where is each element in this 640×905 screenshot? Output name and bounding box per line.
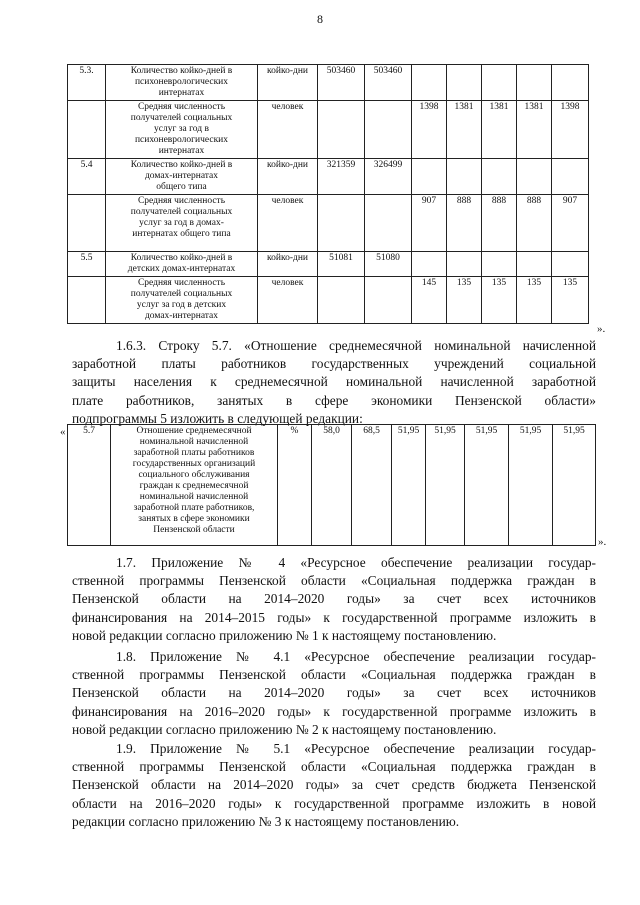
paragraph-1-9 — [72, 740, 596, 831]
indicator-name-line: интернатах — [158, 146, 205, 156]
unit: человек — [258, 195, 318, 252]
paragraph-line: заработной платы работников государственных учреждений социальной — [72, 356, 596, 372]
indicator-name-line: государственных организаций — [132, 459, 256, 469]
indicator-name-line: Отношение среднемесячной — [136, 426, 252, 436]
indicator-name-line: социального обслуживания — [138, 470, 250, 480]
value-cell: 58,0 — [312, 425, 352, 546]
indicator-name — [106, 65, 258, 101]
indicator-name-line: занятых в сфере экономики — [138, 514, 250, 524]
indicator-name-line: получателей социальных — [130, 289, 233, 299]
value-cell — [517, 159, 552, 195]
paragraph-1-8 — [72, 648, 596, 739]
value-cell: 1398 — [412, 101, 447, 159]
paragraph-line: ственной программы Пензенской области «Социальная поддержка граждан в — [72, 667, 596, 683]
value-cell: 51080 — [365, 252, 412, 277]
paragraph-line: финансирования на 2016–2020 годы» к государственной программе изложить в — [72, 703, 596, 719]
indicator-name-line: услуг за год в — [154, 124, 209, 134]
paragraph-line: области на 2016–2020 годы» к государственной программе изложить в новой — [72, 795, 596, 811]
value-cell: 51,95 — [426, 425, 465, 546]
value-cell — [552, 159, 589, 195]
table-row — [68, 65, 589, 101]
value-cell: 1381 — [517, 101, 552, 159]
value-cell — [412, 252, 447, 277]
value-cell — [482, 252, 517, 277]
row-number — [68, 277, 106, 324]
indicator-name-line: Количество койко-дней в — [130, 160, 233, 170]
paragraph-line: плате работников, занятых в сфере экономики Пензенской области» — [72, 392, 596, 408]
paragraph-line: 1.8. Приложение № 4.1 «Ресурсное обеспечение реализации государ- — [116, 649, 596, 664]
unit: человек — [258, 277, 318, 324]
indicator-name-line: психоневрологических — [134, 135, 229, 145]
paragraph-line: 1.7. Приложение № 4 «Ресурсное обеспечение реализации государ- — [116, 555, 596, 570]
indicator-name — [106, 159, 258, 195]
indicator-name-line: домах-интернатах — [144, 311, 219, 321]
row-5-7-table — [67, 424, 596, 546]
unit: койко-дни — [258, 65, 318, 101]
indicator-name — [106, 101, 258, 159]
value-cell — [412, 159, 447, 195]
value-cell: 51,95 — [553, 425, 596, 546]
table-row — [68, 195, 589, 252]
indicator-name-line: интернатах общего типа — [132, 229, 231, 239]
value-cell: 135 — [517, 277, 552, 324]
value-cell: 135 — [482, 277, 517, 324]
indicator-name-line: граждан к среднемесячной — [139, 481, 249, 491]
indicator-name-line: Количество койко-дней в — [130, 253, 233, 263]
indicator-name-line: получателей социальных — [130, 207, 233, 217]
indicator-name-line: Пензенской области — [153, 525, 235, 535]
indicator-name-line: общего типа — [156, 182, 207, 192]
paragraph-line: ственной программы Пензенской области «Социальная поддержка граждан в — [72, 573, 596, 589]
value-cell: 68,5 — [352, 425, 392, 546]
table-row — [68, 425, 596, 546]
indicator-name-line: Средняя численность — [137, 196, 226, 206]
value-cell — [482, 159, 517, 195]
value-cell: 1381 — [447, 101, 482, 159]
value-cell — [517, 65, 552, 101]
unit: человек — [258, 101, 318, 159]
paragraph-line: защиты населения к среднемесячной номинальной начисленной заработной — [72, 374, 596, 390]
value-cell — [552, 65, 589, 101]
value-cell: 1398 — [552, 101, 589, 159]
indicator-name-line: заработной плате работников, — [133, 503, 255, 513]
indicator-name — [106, 277, 258, 324]
value-cell: 51,95 — [509, 425, 553, 546]
value-cell: 503460 — [365, 65, 412, 101]
paragraph-line: Пензенской области на 2014–2020 годы» за счет средств бюджета Пензенской — [72, 777, 596, 793]
value-cell: 907 — [552, 195, 589, 252]
paragraph-line: новой редакции согласно приложению № 1 к настоящему постановлению. — [72, 627, 497, 643]
indicator-name — [106, 252, 258, 277]
value-cell: 888 — [517, 195, 552, 252]
value-cell: 888 — [447, 195, 482, 252]
paragraph-1-6-3 — [72, 337, 596, 428]
row-number: 5.5 — [68, 252, 106, 277]
value-cell — [447, 65, 482, 101]
paragraph-line: 1.6.3. Строку 5.7. «Отношение среднемесячной номинальной начисленной — [116, 338, 596, 353]
table-row — [68, 277, 589, 324]
indicator-name-line: Средняя численность — [137, 278, 226, 288]
page-number: 8 — [317, 12, 323, 26]
value-cell — [365, 101, 412, 159]
value-cell — [517, 252, 552, 277]
value-cell: 51,95 — [465, 425, 509, 546]
value-cell — [318, 277, 365, 324]
value-cell: 1381 — [482, 101, 517, 159]
value-cell: 145 — [412, 277, 447, 324]
value-cell: 321359 — [318, 159, 365, 195]
indicator-name — [106, 195, 258, 252]
indicator-name-line: психоневрологических — [134, 77, 229, 87]
row-number: 5.3. — [68, 65, 106, 101]
value-cell — [447, 159, 482, 195]
indicator-name-line: Средняя численность — [137, 102, 226, 112]
paragraph-line: Пензенской области на 2014–2020 годы» за счет всех источников — [72, 591, 596, 607]
table-row — [68, 159, 589, 195]
value-cell: 907 — [412, 195, 447, 252]
paragraph-line: Пензенской области на 2014–2020 годы» за счет всех источников — [72, 685, 596, 701]
value-cell — [552, 252, 589, 277]
value-cell: 135 — [447, 277, 482, 324]
value-cell: 51081 — [318, 252, 365, 277]
indicator-name-line: номинальной начисленной — [139, 492, 249, 502]
value-cell — [412, 65, 447, 101]
value-cell: 888 — [482, 195, 517, 252]
indicator-name-line: заработной платы работников — [133, 448, 255, 458]
indicator-name-line: интернатах — [158, 88, 205, 98]
paragraph-line: ственной программы Пензенской области «Социальная поддержка граждан в — [72, 759, 596, 775]
paragraph-line: подпрограммы 5 изложить в следующей редакции: — [72, 410, 363, 426]
paragraph-line: новой редакции согласно приложению № 2 к настоящему постановлению. — [72, 721, 497, 737]
row-number: 5.4 — [68, 159, 106, 195]
value-cell: 51,95 — [392, 425, 426, 546]
value-cell — [365, 277, 412, 324]
close-quote-table1: ». — [597, 323, 606, 335]
table-row — [68, 252, 589, 277]
open-quote-table2: « — [60, 426, 66, 438]
paragraph-line: 1.9. Приложение № 5.1 «Ресурсное обеспечение реализации государ- — [116, 741, 596, 756]
indicator-name-line: детских домах-интернатах — [127, 264, 236, 274]
value-cell: 326499 — [365, 159, 412, 195]
value-cell — [318, 195, 365, 252]
value-cell — [318, 101, 365, 159]
row-number — [68, 101, 106, 159]
indicator-name-line: услуг за год в домах- — [139, 218, 224, 228]
row-number — [68, 195, 106, 252]
row-number: 5.7 — [68, 425, 111, 546]
indicator-name-line: домах-интернатах — [144, 171, 219, 181]
paragraph-line: редакции согласно приложению № 3 к настоящему постановлению. — [72, 813, 460, 829]
indicator-name-line: номинальной начисленной — [139, 437, 249, 447]
indicator-name-line: получателей социальных — [130, 113, 233, 123]
close-quote-table2: ». — [598, 536, 607, 548]
paragraph-1-7 — [72, 554, 596, 645]
indicator-name-line: Количество койко-дней в — [130, 66, 233, 76]
unit: койко-дни — [258, 159, 318, 195]
indicators-table — [67, 64, 589, 324]
unit: % — [278, 425, 312, 546]
unit: койко-дни — [258, 252, 318, 277]
table-row — [68, 101, 589, 159]
indicator-name — [111, 425, 278, 546]
value-cell: 135 — [552, 277, 589, 324]
value-cell — [482, 65, 517, 101]
paragraph-line: финансирования на 2014–2015 годы» к государственной программе изложить в — [72, 609, 596, 625]
value-cell — [365, 195, 412, 252]
value-cell — [447, 252, 482, 277]
value-cell: 503460 — [318, 65, 365, 101]
indicator-name-line: услуг за год в детских — [136, 300, 227, 310]
